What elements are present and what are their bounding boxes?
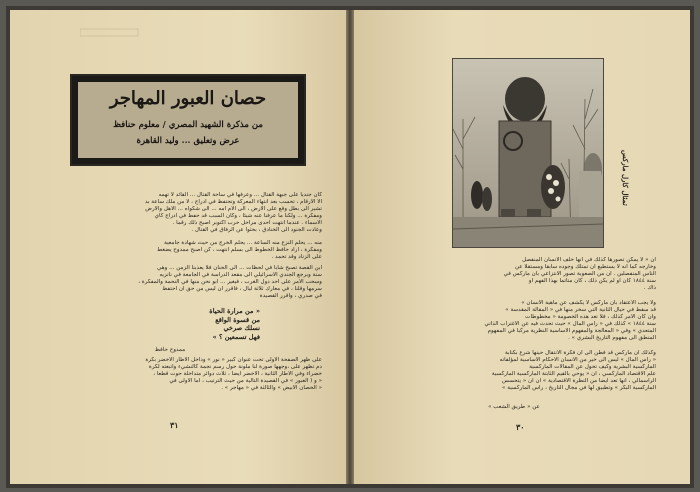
text-line: ومفكرة ... ولكنا ما عرفنا عنه شيئا ، وكان السبب قد حفظ في ادراج كأي [154, 213, 322, 220]
text-line: وعادت الجنود الى الخنادق ، بحثوا عن الرفاق في القتال . [191, 227, 322, 234]
text-line: تشير الى بطل وقع على الارض ، الى آلام امه ... الى شكواه ... الاهل والارض [145, 206, 322, 213]
text-line: الرأسمالي ، انها تعد ايضا من النظرة الاقتصادية » ان ان « يتحسس [502, 378, 656, 385]
text-line: على الزناد وقد تحمد . [271, 254, 322, 261]
article-title: حصان العبور المهاجر [109, 88, 267, 109]
karl-marx-monument-photo [452, 58, 604, 248]
text-line: وخارجه كما انه لا يستطيع ان تمتلك وجوده سابقا ومستقلا عن [515, 264, 656, 271]
text-line: سنة ١٨٤٤ » كذلك في « رأس المال » حيث تحدث فيه عن الاغتراب الذاتي [484, 321, 656, 328]
text-line: منه ... يحلم النزع منه الساعة ... يحلم الخرج من حيث شهادة جامعية [164, 240, 322, 246]
right-paragraph-3 [406, 350, 656, 393]
poem-line: من قسوة الواقع [215, 315, 260, 324]
text-line: الماركسية البكر » وتطبيق لها في مجال التاريخ ، رأس الماركسية » [502, 385, 656, 392]
text-line: وكذلك ان ماركس قد فطن الى ان فكرة الانتقال حينها شرع بكتابة [504, 350, 656, 356]
text-line: ابن القصة تصبح شابا في لحظات ... الى الحنان فلا يعذبنا الزمن ... وهي [156, 265, 322, 271]
text-line: كان جنديا على جبهة القتال ... وعرفها في ساحة القتال ... القائد لا تهمه [158, 192, 322, 198]
page-number-left: ٣١ [170, 420, 179, 430]
poem-line: فهل تسمعين ؟ » [212, 332, 260, 341]
source-credit: عن « طريق الشعب » [488, 404, 540, 410]
text-line: « الحصان الابيض » والثالثة في « مهاجر » . [221, 385, 322, 392]
photo-caption: تمثال كارل ماركس [621, 150, 630, 206]
text-line: سرمها وقلنا ، في معارك ثلاثة ليال ، فاقرر ان ليس من حق ان احتفظ [162, 286, 322, 293]
poem-line: نسلك صرخي [223, 324, 260, 333]
article-subtitle-line1: من مذكرة الشهيد المصري / معلوم حنافظ [113, 120, 263, 130]
article-title-banner [70, 74, 306, 166]
text-line: وسحب الامر على احد دول الغرب ، فيغير ... ابو نحن منها في النحمة والمفكرة ، [138, 279, 322, 286]
right-page [354, 10, 690, 484]
poem-line: « من مرارة الحياة [209, 307, 260, 315]
text-line: قد سقط في حيال الثانية التي سخر منها في « المقالة المقدسة » [505, 307, 656, 314]
photo-illustration [453, 59, 603, 247]
text-line: « رأس المال » ليس الى خير من الانسان الاحكام الاساسية لمؤلفاته [499, 357, 656, 364]
text-line: ان « لا يمكن تصورها كذلك في انها خلف الانسان المنفصل [522, 257, 656, 263]
text-line: علم الاقتصاد الماركسي ، ان « يوحي بالقيم الثابتة الماركسية الماركسية [491, 371, 656, 378]
text-line: المتعدي » وفي « المعالجة والمفهوم الاساسية النظرية مركبا في المفهوم [487, 328, 656, 335]
text-line: الاسماء . عندما انتهت احدى مراحل حرب اكتوبر اصبح ذلك رقما . [172, 220, 322, 227]
text-line: خضراء وفي الاطار الثانية ، الاخضر ايضا ، ثلاث دوائر متداخلة حوت قطعا ، [153, 371, 322, 378]
text-line: ذاك . [643, 285, 656, 292]
text-line: على ظهر الصفحة الاولى تحت عنوان كبير « نور » وداخل الاطار الاخضر بكرة [145, 357, 322, 363]
left-page [10, 10, 346, 484]
left-paragraph-2 [32, 240, 322, 261]
book-spread [6, 6, 694, 488]
right-paragraph-1 [406, 257, 656, 292]
text-line: وان كان الامر كذلك ، فلا تعد هذه الخصومة « مخطوطات [525, 314, 656, 321]
article-subtitle-line2: عرض وتعليق ... وليد القاهرة [136, 136, 240, 146]
text-line: ومفكرة ، اراد حافظ الخطوط الى بسلم انتهت ، كن اصبح ممدوح يضغط [157, 247, 322, 254]
text-line: ولا يجب الاعتقاد بان ماركس لا يكشف عن ماهية الانسان » [521, 300, 656, 306]
text-line: الماركسية البشرية وكيف تحول عن المقالات الماركسية [529, 364, 656, 371]
text-line: دم تظهر على ،وجهها صورة لنا ملونة حول رسم نجمة كالنشيء واتبعته لكرة [148, 364, 322, 371]
book-gutter [346, 10, 354, 484]
text-line: الناس المنفصلين . ان من الصعوبة تصور الانتزاعي بان ماركس في [503, 271, 656, 278]
left-paragraph-1 [32, 192, 322, 235]
text-line: « و ( العبور » في القصيدة التالية من حيث الترتيب ، اما الاولى في [169, 378, 322, 385]
text-line: الا الارقام ، تحسب بعد انتهاء المعركة وتحتفظ في ادراج ، لا من ملك ساعة بد [145, 199, 322, 206]
text-line: في صدري ، وأقرر القصيدة [259, 293, 322, 300]
poem-attribution: ممدوح حافظ [154, 347, 186, 353]
text-line: المنطق الى مفهوم التاريخ البشري » . [568, 335, 656, 342]
left-paragraph-3 [32, 265, 322, 300]
right-paragraph-2 [406, 300, 656, 343]
left-paragraph-4 [32, 357, 322, 392]
faded-stamp [80, 28, 140, 40]
text-line: سنة وبرجع الجندي الاسرائيلي الى مقعد الدراسة في الجامعة في ناتزيه [159, 272, 322, 279]
poem-block [150, 307, 260, 341]
page-number-right: ٣٠ [516, 422, 525, 432]
text-line: سنة ١٨٤٤ كان او لم يكن ذلك ، كان متاتما بهذا الفهم او [528, 278, 656, 285]
